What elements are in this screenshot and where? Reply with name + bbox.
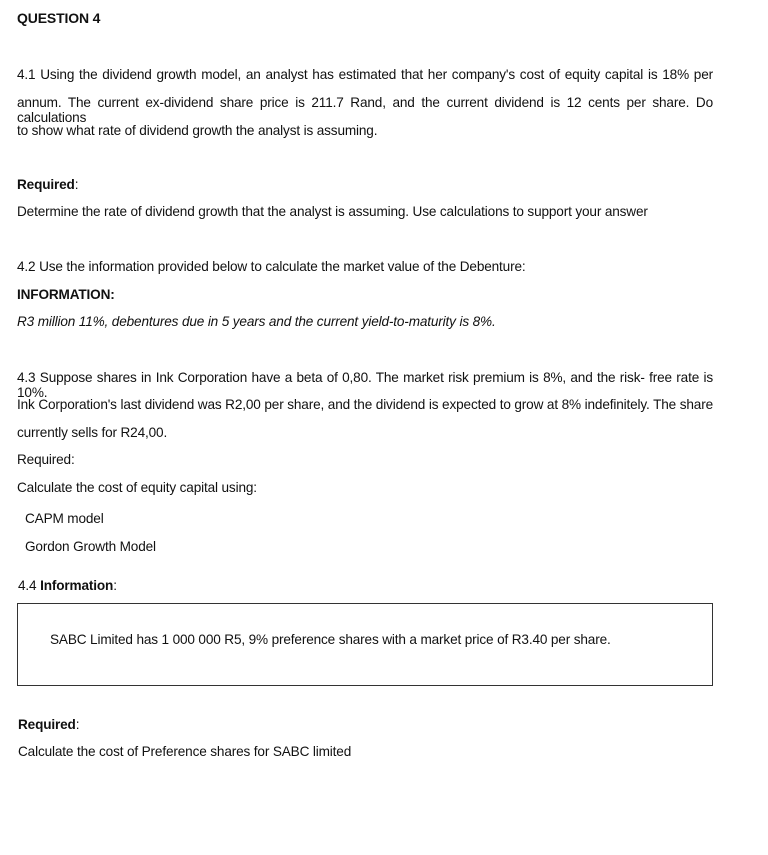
q44-information-colon: : [113, 578, 117, 593]
q43-text-line-3: currently sells for R24,00. [17, 425, 168, 440]
q41-required-label: Required [17, 177, 75, 192]
q44-required-label: Required [18, 717, 76, 732]
q44-required-colon: : [75, 717, 80, 732]
q44-heading [18, 578, 117, 593]
page-title: QUESTION 4 [17, 10, 101, 26]
q44-box-text: SABC Limited has 1 000 000 R5, 9% preference shares with a market price of R3.40 per share. [50, 632, 611, 647]
q42-information-text: R3 million 11%, debentures due in 5 years and the current yield-to-maturity is 8%. [17, 314, 496, 329]
q43-required-label: Required: [17, 452, 75, 467]
q41-required-colon: : [74, 177, 79, 192]
q44-information-box [17, 603, 713, 686]
q41-text-line-3: to show what rate of dividend growth the analyst is assuming. [17, 123, 378, 138]
q44-number: 4.4 [18, 578, 37, 593]
q43-model-capm: CAPM model [25, 511, 104, 526]
q44-required-heading [18, 717, 79, 732]
q44-information-label: Information [40, 578, 114, 593]
q42-text-line-1: 4.2 Use the information provided below to calculate the market value of the Debenture: [17, 259, 526, 274]
q41-required-text: Determine the rate of dividend growth that the analyst is assuming. Use calculations to support your answer [17, 204, 648, 219]
q43-text-line-2: Ink Corporation's last dividend was R2,00 per share, and the dividend is expected to grow at 8% indefinitely. The share [17, 397, 713, 412]
q43-model-gordon: Gordon Growth Model [25, 539, 156, 554]
q42-information-label: INFORMATION: [17, 287, 115, 302]
q41-required-heading [17, 177, 78, 192]
q41-text-line-2: annum. The current ex-dividend share price is 211.7 Rand, and the current dividend is 12 cents per share. Do calculations [17, 95, 713, 125]
q41-text-line-1: 4.1 Using the dividend growth model, an analyst has estimated that her company's cost of equity capital is 18% per [17, 67, 713, 82]
q44-required-text: Calculate the cost of Preference shares for SABC limited [18, 744, 352, 759]
q43-text-line-1: 4.3 Suppose shares in Ink Corporation have a beta of 0,80. The market risk premium is 8%, and the risk- free rate is 10%. [17, 370, 713, 400]
q43-calc-text: Calculate the cost of equity capital using: [17, 480, 257, 495]
